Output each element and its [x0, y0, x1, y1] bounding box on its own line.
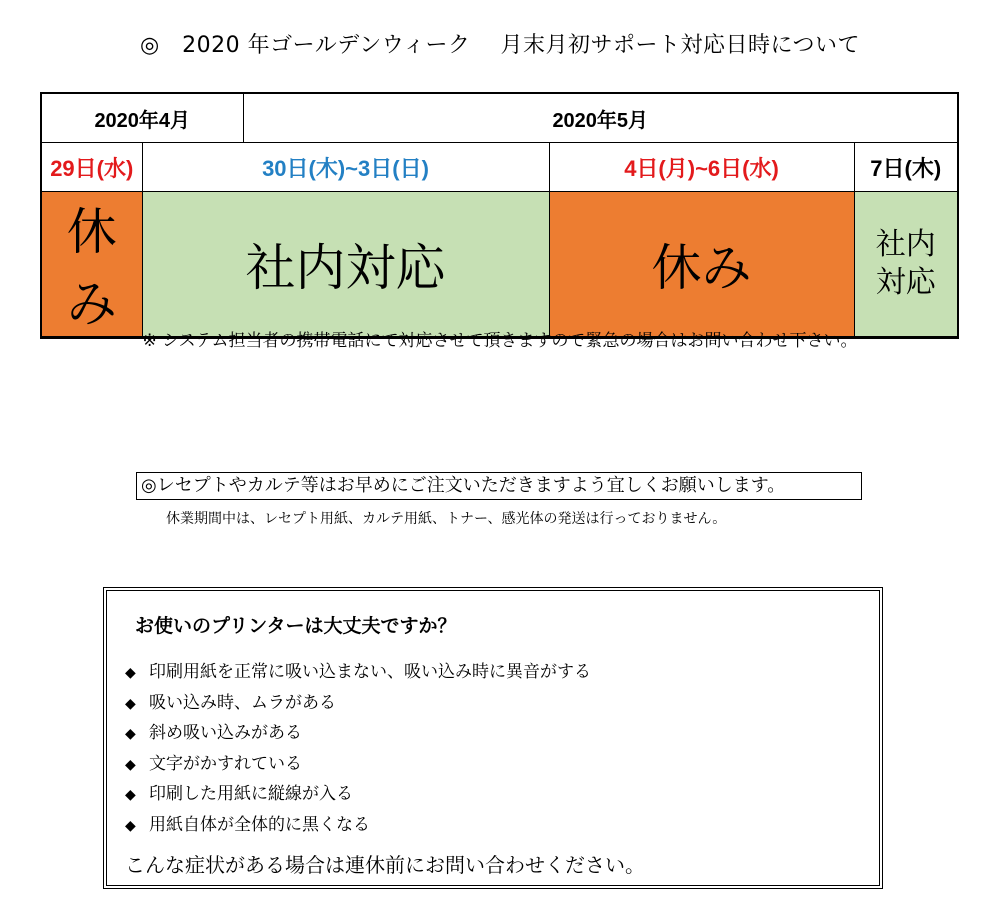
date-cell-30-3: 30日(木)~3日(日): [142, 143, 549, 192]
diamond-bullet-icon: ◆: [125, 665, 136, 681]
symptom-text: 用紙自体が全体的に黒くなる: [149, 814, 370, 835]
list-item: [125, 779, 591, 810]
status-office-7: [854, 192, 958, 338]
date-cell-7: 7日(木): [854, 143, 958, 192]
month-row: [41, 93, 958, 143]
diamond-bullet-icon: ◆: [125, 787, 136, 803]
printer-box-title: お使いのプリンターは大丈夫ですか？: [135, 615, 457, 637]
list-item: [125, 688, 591, 719]
symptom-text: 文字がかすれている: [149, 753, 302, 774]
list-item: [125, 657, 591, 688]
printer-check-box: [103, 587, 883, 889]
status-office-30-3: 社内対応: [142, 192, 549, 338]
list-item: [125, 718, 591, 749]
page-title: ◎ 2020 年ゴールデンウィーク 月末月初サポート対応日時について: [139, 33, 861, 58]
symptom-text: 斜め吸い込みがある: [149, 723, 302, 743]
status-holiday-29: 休み: [41, 192, 142, 338]
month-april: 2020年4月: [41, 93, 243, 143]
printer-box-footer: こんな症状がある場合は連休前にお問い合わせください。: [125, 853, 645, 877]
diamond-bullet-icon: ◆: [125, 695, 136, 712]
status-office-7-line1: 社内: [875, 228, 936, 261]
symptom-text: 印刷用紙を正常に吸い込まない、吸い込み時に異音がする: [149, 662, 591, 682]
month-may: 2020年5月: [243, 93, 958, 143]
diamond-bullet-icon: ◆: [125, 817, 136, 834]
order-notice: ◎レセプトやカルテ等はお早めにご注文いただきますよう宜しくお願いします。: [136, 472, 862, 500]
status-row: [41, 192, 958, 338]
status-office-7-line2: 対応: [875, 266, 936, 299]
list-item: [125, 810, 591, 841]
status-holiday-4-6: 休み: [549, 192, 854, 338]
diamond-bullet-icon: ◆: [125, 726, 136, 742]
shipping-notice: 休業期間中は、レセプト用紙、カルテ用紙、トナー、感光体の発送は行っておりません。: [166, 511, 727, 527]
symptom-text: 印刷した用紙に縦線が入る: [149, 784, 353, 804]
list-item: [125, 749, 591, 780]
symptom-list: [125, 657, 591, 840]
schedule-table: [40, 92, 959, 339]
date-cell-29: 29日(水): [41, 143, 142, 192]
diamond-bullet-icon: ◆: [125, 756, 136, 773]
date-cell-4-6: 4日(月)~6日(水): [549, 143, 854, 192]
date-row: [41, 143, 958, 192]
symptom-text: 吸い込み時、ムラがある: [149, 692, 336, 713]
emergency-note: ※ システム担当者の携帯電話にて対応させて頂きますので緊急の場合はお問い合わせ下さい。: [142, 331, 858, 351]
